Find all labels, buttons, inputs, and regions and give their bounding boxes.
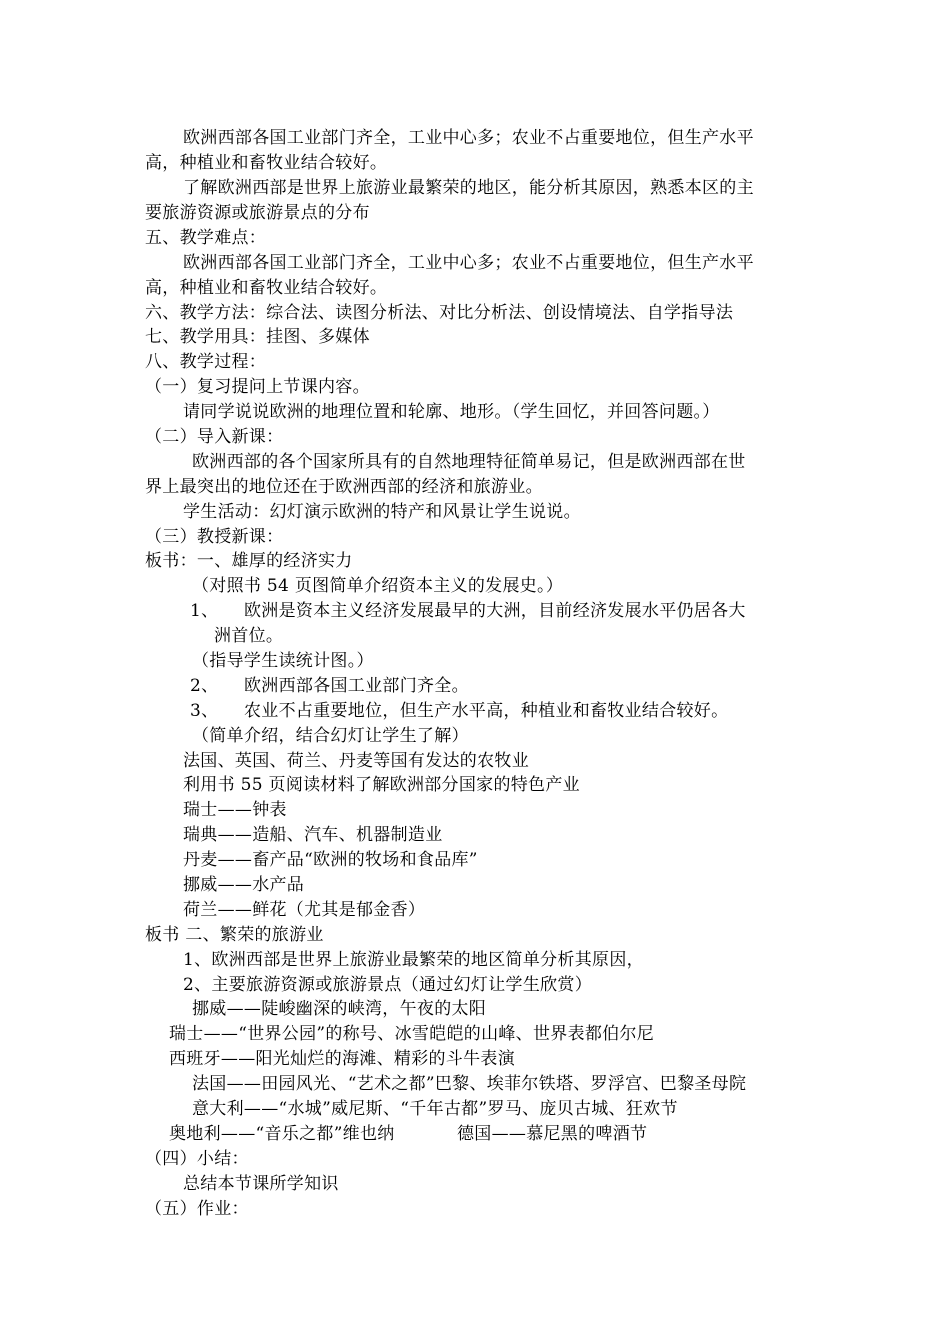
section-heading: 七、教学用具：挂图、多媒体 [145, 327, 370, 347]
text-line: 西班牙——阳光灿烂的海滩、精彩的斗牛表演 [169, 1049, 515, 1069]
subsection-heading: （二）导入新课： [145, 427, 284, 447]
section-heading: 八、教学过程： [145, 352, 267, 372]
text-line: 2、主要旅游资源或旅游景点（通过幻灯让学生欣赏） [183, 975, 593, 995]
list-number: 3、 [190, 701, 219, 721]
text-line: （指导学生读统计图。） [192, 651, 374, 671]
list-item-text: 洲首位。 [214, 626, 284, 646]
subsection-heading: （三）教授新课： [145, 527, 284, 547]
text-line: 高，种植业和畜牧业结合较好。 [145, 278, 388, 298]
text-line: 法国、英国、荷兰、丹麦等国有发达的农牧业 [183, 751, 529, 771]
list-number: 1、 [190, 601, 219, 621]
text-line: 利用书 55 页阅读材料了解欧洲部分国家的特色产业 [183, 775, 580, 795]
text-line: 要旅游资源或旅游景点的分布 [145, 203, 370, 223]
board-heading: 板书 二、繁荣的旅游业 [145, 925, 324, 945]
text-line: 德国——慕尼黑的啤酒节 [457, 1124, 648, 1144]
board-heading: 板书：一、雄厚的经济实力 [145, 551, 353, 571]
text-line: 奥地利——“音乐之都”维也纳 [169, 1124, 395, 1144]
text-line: （对照书 54 页图简单介绍资本主义的发展史。） [192, 576, 564, 596]
text-line: （简单介绍，结合幻灯让学生了解） [192, 726, 469, 746]
text-line: 欧洲西部各国工业部门齐全，工业中心多；农业不占重要地位，但生产水平 [183, 128, 754, 148]
text-line: 瑞士——钟表 [183, 800, 287, 820]
text-line: 1、欧洲西部是世界上旅游业最繁荣的地区简单分析其原因， [183, 950, 644, 970]
text-line: 丹麦——畜产品“欧洲的牧场和食品库” [183, 850, 478, 870]
text-line: 了解欧洲西部是世界上旅游业最繁荣的地区，能分析其原因，熟悉本区的主 [183, 178, 754, 198]
subsection-heading: （五）作业： [145, 1199, 249, 1219]
text-line: 请同学说说欧洲的地理位置和轮廓、地形。（学生回忆，并回答问题。） [183, 402, 720, 422]
text-line: 瑞典——造船、汽车、机器制造业 [183, 825, 443, 845]
text-line: 学生活动：幻灯演示欧洲的特产和风景让学生说说。 [183, 502, 581, 522]
text-line: 瑞士——“世界公园”的称号、冰雪皑皑的山峰、世界表都伯尔尼 [169, 1024, 655, 1044]
text-line: 挪威——水产品 [183, 875, 305, 895]
text-line: 法国——田园风光、“艺术之都”巴黎、埃菲尔铁塔、罗浮宫、巴黎圣母院 [192, 1074, 747, 1094]
text-line: 界上最突出的地位还在于欧洲西部的经济和旅游业。 [145, 477, 543, 497]
text-line: 总结本节课所学知识 [183, 1174, 339, 1194]
section-heading: 五、教学难点： [145, 228, 267, 248]
text-line: 荷兰——鲜花（尤其是郁金香） [183, 900, 426, 920]
list-item-text: 欧洲是资本主义经济发展最早的大洲，目前经济发展水平仍居各大 [244, 601, 746, 621]
text-line: 欧洲西部的各个国家所具有的自然地理特征简单易记，但是欧洲西部在世 [192, 452, 746, 472]
list-number: 2、 [190, 676, 219, 696]
text-line: 欧洲西部各国工业部门齐全，工业中心多；农业不占重要地位，但生产水平 [183, 253, 754, 273]
text-line: 意大利——“水城”威尼斯、“千年古都”罗马、庞贝古城、狂欢节 [192, 1099, 678, 1119]
list-item-text: 欧洲西部各国工业部门齐全。 [244, 676, 469, 696]
text-line: 挪威——陡峻幽深的峡湾，午夜的太阳 [192, 999, 487, 1019]
list-item-text: 农业不占重要地位，但生产水平高，种植业和畜牧业结合较好。 [244, 701, 729, 721]
section-heading: 六、教学方法：综合法、读图分析法、对比分析法、创设情境法、自学指导法 [145, 303, 734, 323]
subsection-heading: （四）小结： [145, 1149, 249, 1169]
subsection-heading: （一）复习提问上节课内容。 [145, 377, 370, 397]
text-line: 高，种植业和畜牧业结合较好。 [145, 153, 388, 173]
